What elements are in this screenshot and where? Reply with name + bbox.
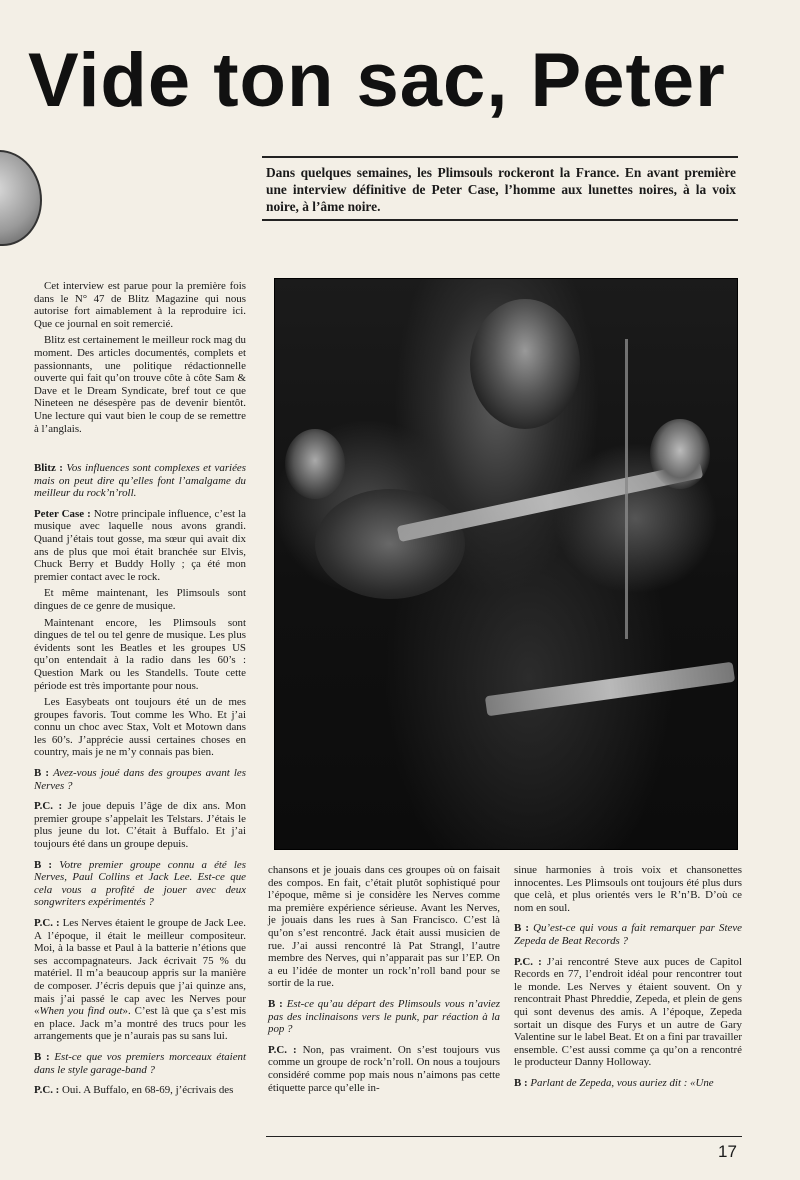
question: Blitz : Vos influences sont complexes et variées mais on peut dire qu’elles font l’amalgame du meilleur du rock’n’roll.: [34, 462, 246, 500]
intro-column: [34, 280, 246, 439]
answer-paragraph: sinue harmonies à trois voix et chansonettes innocentes. Les Plimsouls ont toujours été plus durs que celà, et plus orientés vers le R’n’B. D’où ce nom en soul.: [514, 864, 742, 914]
article-lede: Dans quelques semaines, les Plimsouls rockeront la France. En avant première une interview définitive de Peter Case, l’homme aux lunettes noires, à la voix noire, à l’âme noire.: [266, 165, 736, 214]
article-headline: Vide ton sac, Peter: [28, 38, 726, 123]
question: B : Votre premier groupe connu a été les Nerves, Paul Collins et Jack Lee. Est-ce que cela vous a profité de jouer avec deux songwriters expérimentés ?: [34, 858, 247, 909]
question: B : Qu’est-ce qui vous a fait remarquer par Steve Zepeda de Beat Records ?: [514, 922, 742, 947]
answer-paragraph: chansons et je jouais dans ces groupes où on faisait des compos. En fait, c’était plutôt sophistiqué pour l’époque, même si je considère les Nerves comme ma première expérience sérieuse. Avant les Nerves, je jouais dans les rues à San Francisco. C’est là qu’on s’est rencontré. Jack était aussi musicien de rue. J’ai aussi rencontré là Pat Strangl, l’autre membre des Nerves, qui n’apparait pas sur l’EP. On a eu l’idée de monter un rock’n’roll band pour se sortir de la rue.: [268, 864, 500, 990]
middle-column: [268, 864, 500, 1098]
question: B : Parlant de Zepeda, vous auriez dit : «Une: [514, 1076, 714, 1089]
footer-rule: [266, 1136, 742, 1137]
lede-top-rule: [262, 156, 738, 158]
answer: P.C. : Les Nerves étaient le groupe de Jack Lee. A l’époque, il était le meilleur compositeur. Moi, à la basse et Paul à la batterie n’étions que ses accompagnateurs. Jack écrivait 75 % du matériel. Il m’a beaucoup appris sur la manière de composer. J’écris depuis que j’ai quinze ans, mais j’ai passé le cap avec les Nerves pour «When you find out». C’est là que ça s’est mis en place. Jack m’a montré des trucs pour les arrangements que je n’aurais pas su sans lui.: [34, 917, 246, 1043]
answer: P.C. : Non, pas vraiment. On s’est toujours vus comme un groupe de rock’n’roll. On nous a toujours considéré comme pop mais nous n’aimons pas cette étiquette parce qu’elle in-: [268, 1043, 500, 1094]
answer: Peter Case : Notre principale influence, c’est la musique avec laquelle nous avons grandi. Quand j’étais tout gosse, ma sœur qui avait dix ans de plus que moi était branchée sur Elvis, Chuck Berry et Buddy Holly ; ça été mon premier contact avec le rock.: [34, 507, 246, 583]
answer: P.C. : J’ai rencontré Steve aux puces de Capitol Records en 77, l’endroit idéal pour rencontrer tout le monde. Les Nerves y étaient souvent. On y rencontrait Phast Phreddie, Zepeda, et plein de gens qui sont devenus des amis. A l’époque, Zepeda sortait un disque des Furys et un autre de Gary Valentine sur le label Beat. Et on a fini par travailler ensemble. C’est aussi comme ça qu’on a rencontré le producteur Danny Holloway.: [514, 955, 742, 1069]
answer: P.C. : Oui. A Buffalo, en 68-69, j’écrivais des: [34, 1084, 234, 1097]
question: B : Est-ce que vos premiers morceaux étaient dans le style garage-band ?: [34, 1050, 246, 1076]
intro-paragraph: Cet interview est parue pour la première fois dans le N° 47 de Blitz Magazine qui nous autorise fort aimablement à la reproduire ici. Que ce journal en soit remercié.: [34, 280, 246, 330]
answer: P.C. : Je joue depuis l’âge de dix ans. Mon premier groupe s’appelait les Telstars. J’étais le plus jeune du lot. C’était à Buffalo. Et j’ai toujours été dans un groupe depuis.: [34, 800, 246, 851]
answer-paragraph: Les Easybeats ont toujours été un de mes groupes favoris. Tout comme les Who. Et j’ai connu un choc avec Stax, Volt et Motown dans les 60’s. J’apprécie aussi certaines choses en country, mais je ne m’y connais pas bien.: [34, 696, 246, 759]
question: B : Avez-vous joué dans des groupes avant les Nerves ?: [34, 767, 246, 792]
question: B : Est-ce qu’au départ des Plimsouls vous n’aviez pas des inclinaisons vers le punk, par réaction à la pop ?: [268, 997, 500, 1036]
page-number: 17: [718, 1142, 737, 1161]
right-column: [514, 864, 742, 1094]
round-illustration-fragment: [0, 150, 42, 246]
band-concert-photo: [274, 278, 738, 850]
answer-paragraph: Maintenant encore, les Plimsouls sont dingues de tel ou tel genre de musique. Les plus évidents sont les Beatles et les groupes US qu’on entendait à la radio dans les 60’s : Question Mark ou les Standells. Toute cette période est très importante pour nous.: [34, 616, 246, 692]
answer-paragraph: Et même maintenant, les Plimsouls sont dingues de ce genre de musique.: [34, 587, 246, 612]
intro-paragraph: Blitz est certainement le meilleur rock mag du moment. Des articles documentés, complets et passionnants, une politique rédactionnelle ouverte qui fait qu’on trouve côte à côte Sam & Dave et le Dream Syndicate, bref tout ce que Nineteen ne désespère pas de devenir bientôt. Une lecture qui vaut bien le coup de se remettre à l’anglais.: [34, 334, 246, 435]
left-column: [34, 462, 246, 1101]
lede-bottom-rule: [262, 219, 738, 221]
